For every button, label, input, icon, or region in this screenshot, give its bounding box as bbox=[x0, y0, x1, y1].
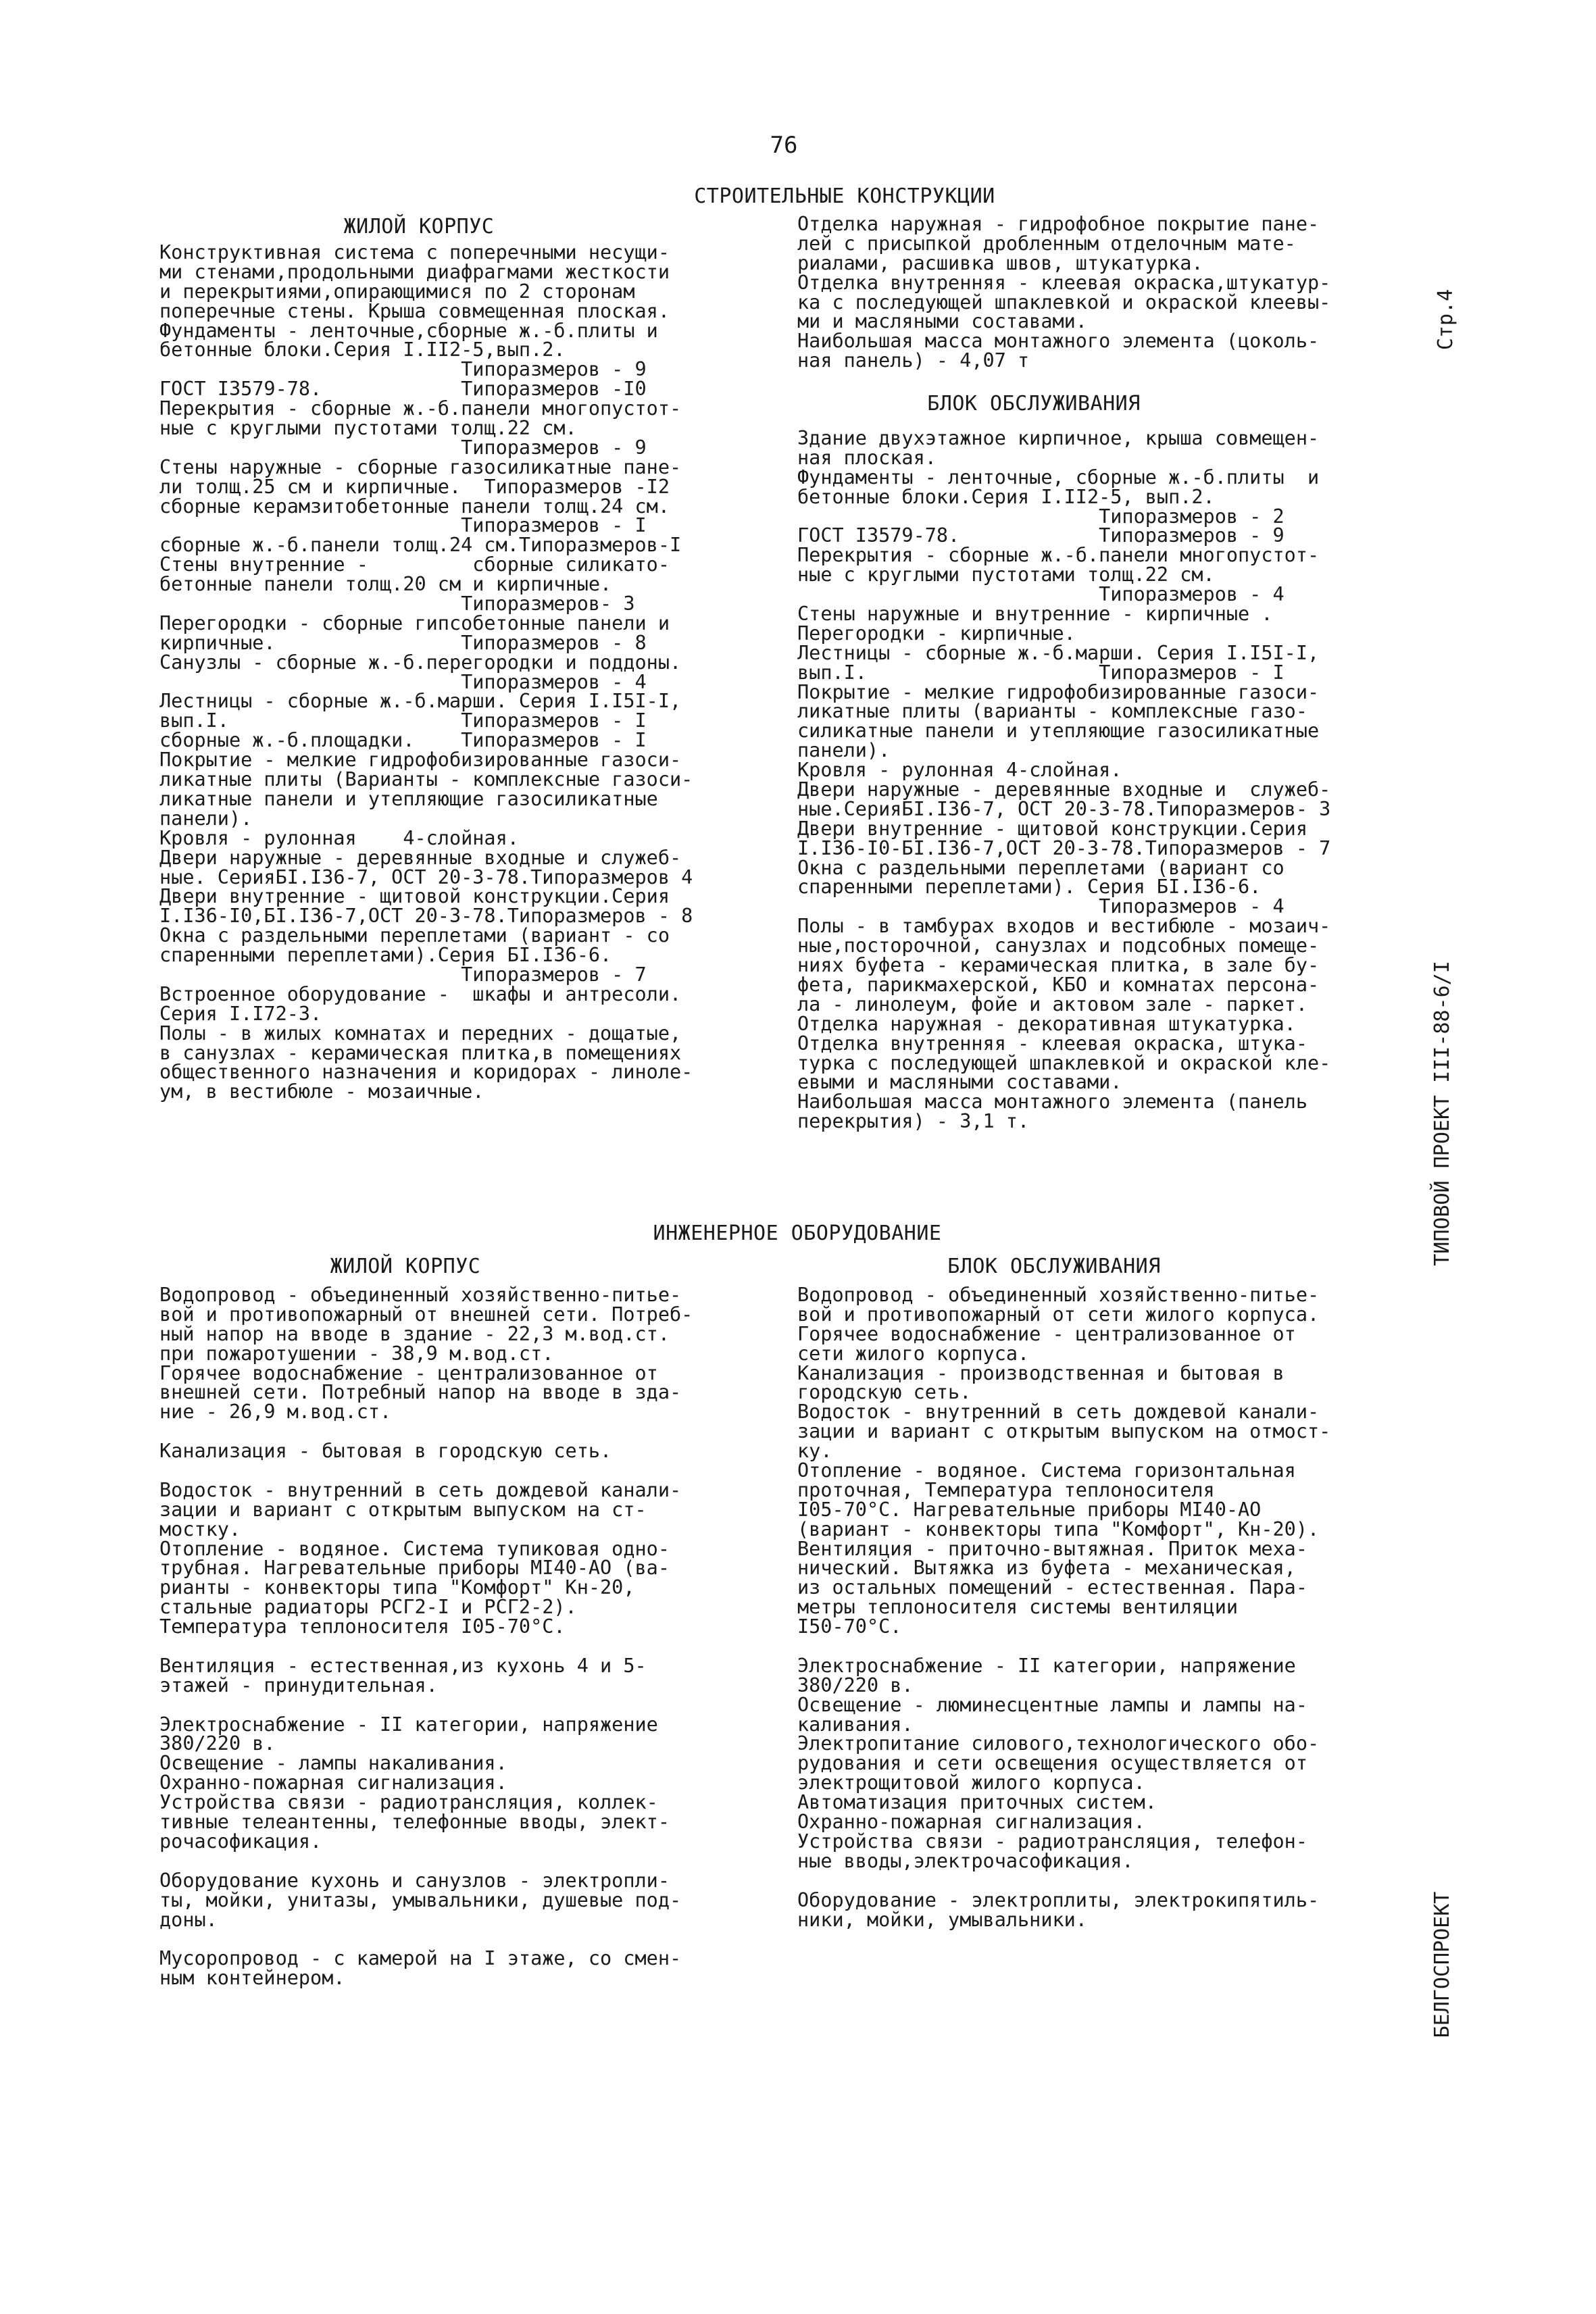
text-line: ная плоская. bbox=[797, 446, 937, 469]
text-line: Покрытие - мелкие гидрофобизированные газоси- bbox=[159, 749, 682, 772]
text-line: Конструктивная система с поперечными несущи- bbox=[159, 241, 670, 263]
text-line: Устройства связи - радиотрансляция, коллек- bbox=[159, 1791, 658, 1814]
text-line: Типоразмеров - 4 bbox=[797, 583, 1285, 606]
text-line: Автоматизация приточных систем. bbox=[797, 1791, 1157, 1814]
text-line: ка с последующей шпаклевкой и окраской клеевы- bbox=[797, 291, 1331, 313]
section-heading-structural: СТРОИТЕЛЬНЫЕ КОНСТРУКЦИИ bbox=[694, 184, 995, 208]
text-line: ликатные панели и утепляющие газосиликатные bbox=[159, 787, 658, 810]
text-line: Встроенное оборудование - шкафы и антресоли. bbox=[159, 982, 682, 1005]
text-line: ная панель) - 4,07 т bbox=[797, 349, 1030, 372]
text-line: ный напор на вводе в здание - 22,3 м.вод.ст. bbox=[159, 1322, 670, 1345]
text-line: ники, мойки, умывальники. bbox=[797, 1908, 1087, 1931]
text-line: силикатные панели и утепляющие газосиликатные bbox=[797, 720, 1320, 743]
text-line: ние - 26,9 м.вод.ст. bbox=[159, 1401, 392, 1424]
text-line: сборные керамзитобетонные панели толщ.24 см. bbox=[159, 495, 670, 518]
text-line: ГОСТ I3579-78. Типоразмеров -I0 bbox=[159, 378, 647, 401]
text-line: рочасофикация. bbox=[159, 1830, 322, 1853]
text-line: Устройства связи - радиотрансляция, телефон- bbox=[797, 1830, 1307, 1853]
text-line: Фундаменты - ленточные, сборные ж.-б.плиты и bbox=[797, 466, 1320, 488]
text-line: Типоразмеров - 9 bbox=[159, 358, 647, 381]
text-line: Оборудование кухонь и санузлов - электропли- bbox=[159, 1869, 670, 1892]
text-line: Наибольшая масса монтажного элемента (цоколь- bbox=[797, 330, 1320, 353]
text-line: ные с круглыми пустотами толщ.22 см. bbox=[159, 417, 577, 440]
text-line: панели). bbox=[159, 807, 253, 830]
service-structural-text bbox=[797, 429, 1405, 1132]
text-line: сборные ж.-б.панели толщ.24 см.Типоразмеров-I bbox=[159, 534, 682, 557]
text-line: ниях буфета - керамическая плитка, в зале бу- bbox=[797, 954, 1320, 977]
text-line: Вентиляция - приточно-вытяжная. Приток меха- bbox=[797, 1537, 1307, 1560]
text-line: общественного назначения и коридорах - линоле- bbox=[159, 1061, 693, 1084]
text-line: трубная. Нагревательные приборы МI40-АО (ва- bbox=[159, 1557, 670, 1580]
text-line: ликатные плиты (варианты - комплексные газо- bbox=[797, 700, 1307, 723]
text-line: Электроснабжение - II категории, напряжение bbox=[159, 1713, 658, 1736]
text-line bbox=[159, 1696, 754, 1715]
text-line: фета, парикмахерской, КБО и комнатах персона- bbox=[797, 973, 1320, 996]
text-line: ку. bbox=[797, 1440, 832, 1463]
residential-engineering-text bbox=[159, 1286, 754, 1988]
text-line: Двери внутренние - щитовой конструкции.Серия bbox=[159, 885, 670, 908]
residential-structural-text bbox=[159, 243, 754, 1102]
text-line: бетонные панели толщ.20 см и кирпичные. bbox=[159, 573, 612, 596]
text-line: Температура теплоносителя I05-70°С. bbox=[159, 1615, 566, 1638]
text-line: кирпичные. Типоразмеров - 8 bbox=[159, 631, 647, 654]
text-line: евыми и масляными составами. bbox=[797, 1071, 1122, 1094]
text-line: Типоразмеров - 4 bbox=[797, 895, 1285, 918]
text-line: I05-70°С. Нагревательные приборы МI40-АО bbox=[797, 1498, 1262, 1521]
text-line: рианты - конвекторы типа "Комфорт" Кн-20, bbox=[159, 1576, 635, 1599]
text-line bbox=[159, 1852, 754, 1871]
text-line: ные.СерияБI.I36-7, ОСТ 20-3-78.Типоразмеров- 3 bbox=[797, 797, 1331, 820]
text-line: этажей - принудительная. bbox=[159, 1674, 438, 1696]
text-line: Водосток - внутренний в сеть дождевой канали- bbox=[159, 1478, 682, 1501]
text-line: ми и масляными составами. bbox=[797, 310, 1087, 333]
text-line bbox=[159, 1461, 754, 1481]
text-line: бетонные блоки.Серия I.II2-5, вып.2. bbox=[797, 485, 1215, 508]
text-line: Лестницы - сборные ж.-б.марши. Серия I.I5I-I, bbox=[159, 690, 682, 713]
text-line: Вентиляция - естественная,из кухонь 4 и 5- bbox=[159, 1654, 647, 1677]
heading-residential-engineering: ЖИЛОЙ КОРПУС bbox=[330, 1255, 481, 1278]
text-line: Перегородки - сборные гипсобетонные панели и bbox=[159, 611, 670, 634]
text-line: Полы - в жилых комнатах и передних - дощатые, bbox=[159, 1022, 682, 1045]
text-line: Освещение - люминесцентные лампы и лампы на- bbox=[797, 1693, 1307, 1716]
text-line: внешней сети. Потребный напор на вводе в зда- bbox=[159, 1381, 682, 1404]
text-line: ми стенами,продольными диафрагмами жесткости bbox=[159, 260, 670, 283]
text-line: вып.I. Типоразмеров - I bbox=[159, 709, 647, 732]
text-line: городскую сеть. bbox=[797, 1381, 972, 1404]
text-line: нический. Вытяжка из буфета - механическая, bbox=[797, 1557, 1296, 1580]
text-line: Окна с раздельными переплетами (вариант со bbox=[797, 856, 1285, 879]
text-line: стальные радиаторы РСГ2-I и РСГ2-2). bbox=[159, 1596, 577, 1619]
text-line: Мусоропровод - с камерой на I этаже, со смен- bbox=[159, 1947, 682, 1970]
text-line: Оборудование - электроплиты, электрокипятиль- bbox=[797, 1888, 1320, 1911]
text-line: мостку. bbox=[159, 1517, 241, 1540]
text-line: в санузлах - керамическая плитка,в помещениях bbox=[159, 1041, 682, 1064]
text-line: зации и вариант с открытым выпуском на ст- bbox=[159, 1498, 647, 1521]
text-line: Охранно-пожарная сигнализация. bbox=[159, 1771, 507, 1794]
text-line: 380/220 в. bbox=[159, 1732, 276, 1755]
text-line: Перекрытия - сборные ж.-б.панели многопустот- bbox=[159, 397, 682, 420]
organization-label: БЕЛГОСПРОЕКТ bbox=[1430, 1891, 1454, 2038]
text-line bbox=[797, 1871, 1405, 1891]
text-line: Отделка наружная - гидрофобное покрытие пане- bbox=[797, 213, 1320, 235]
text-line: Стены внутренние - сборные силикато- bbox=[159, 553, 670, 576]
text-line: спаренными переплетами).Серия БI.I36-6. bbox=[159, 944, 612, 967]
text-line: Типоразмеров - 7 bbox=[159, 963, 647, 986]
text-line: Перекрытия - сборные ж.-б.панели многопустот- bbox=[797, 544, 1320, 567]
service-engineering-text bbox=[797, 1286, 1405, 1930]
text-line: Охранно-пожарная сигнализация. bbox=[797, 1811, 1145, 1834]
text-line: Покрытие - мелкие гидрофобизированные газоси- bbox=[797, 680, 1320, 703]
text-line: Горячее водоснабжение - централизованное от bbox=[159, 1361, 658, 1384]
text-line: Здание двухэтажное кирпичное, крыша совмещен- bbox=[797, 427, 1320, 449]
text-line: ты, мойки, унитазы, умывальники, душевые под- bbox=[159, 1888, 682, 1911]
text-line: Отопление - водяное. Система горизонтальная bbox=[797, 1459, 1296, 1482]
text-line: проточная, Температура теплоносителя bbox=[797, 1478, 1215, 1501]
text-line bbox=[797, 1637, 1405, 1657]
text-line: Типоразмеров - 4 bbox=[159, 670, 647, 693]
text-line: I.I36-I0,БI.I36-7,ОСТ 20-3-78.Типоразмеров - 8 bbox=[159, 905, 693, 928]
text-line: Освещение - лампы накаливания. bbox=[159, 1752, 507, 1775]
text-line: Лестницы - сборные ж.-б.марши. Серия I.I5I-I, bbox=[797, 641, 1320, 664]
text-line: Окна с раздельными переплетами (вариант - со bbox=[159, 924, 670, 947]
text-line: тивные телеантенны, телефонные вводы, элект- bbox=[159, 1811, 670, 1834]
text-line: Кровля - рулонная 4-слойная. bbox=[797, 759, 1122, 782]
text-line: Двери наружные - деревянные входные и служеб- bbox=[159, 846, 682, 869]
text-line: зации и вариант с открытым выпуском на отмост- bbox=[797, 1420, 1331, 1443]
text-line: Типоразмеров - I bbox=[159, 514, 647, 537]
text-line: ные вводы,электрочасофикация. bbox=[797, 1849, 1134, 1872]
text-line bbox=[159, 1637, 754, 1657]
text-line: Кровля - рулонная 4-слойная. bbox=[159, 826, 519, 849]
text-line: Водопровод - объединенный хозяйственно-питье- bbox=[159, 1284, 682, 1306]
text-line: сети жилого корпуса. bbox=[797, 1342, 1030, 1365]
text-line: ГОСТ I3579-78. Типоразмеров - 9 bbox=[797, 524, 1285, 547]
text-line: ные,посторочной, санузлах и подсобных помеще- bbox=[797, 934, 1320, 957]
text-line bbox=[159, 1930, 754, 1949]
heading-residential-structural: ЖИЛОЙ КОРПУС bbox=[343, 215, 495, 238]
text-line: Отделка внутренняя - клеевая окраска, штука- bbox=[797, 1032, 1307, 1055]
sheet-number-label: Стр.4 bbox=[1434, 288, 1457, 351]
section-heading-engineering: ИНЖЕНЕРНОЕ ОБОРУДОВАНИЕ bbox=[653, 1222, 942, 1245]
text-line: ные с круглыми пустотами толщ.22 см. bbox=[797, 563, 1215, 586]
text-line: Серия I.I72-3. bbox=[159, 1002, 322, 1025]
text-line: вой и противопожарный от сети жилого корпуса. bbox=[797, 1303, 1320, 1326]
text-line: Типоразмеров - 9 bbox=[159, 436, 647, 459]
text-line: ум, в вестибюле - мозаичные. bbox=[159, 1080, 484, 1103]
service-structural-finishing-text bbox=[797, 215, 1405, 371]
text-line: Типоразмеров- 3 bbox=[159, 593, 635, 615]
text-line: спаренными переплетами). Серия БI.I36-6. bbox=[797, 876, 1262, 899]
text-line: ла - линолеум, фойе и актовом зале - паркет. bbox=[797, 992, 1307, 1015]
text-line: турка с последующей шпаклевкой и окраской кле- bbox=[797, 1051, 1331, 1074]
text-line: вой и противопожарный от внешней сети. Потреб- bbox=[159, 1303, 693, 1326]
text-line bbox=[159, 1422, 754, 1442]
text-line: Канализация - бытовая в городскую сеть. bbox=[159, 1440, 612, 1463]
text-line: рудования и сети освещения осуществляется от bbox=[797, 1752, 1307, 1775]
text-line: Полы - в тамбурах входов и вестибюле - мозаич- bbox=[797, 915, 1331, 938]
text-line: Стены наружные и внутренние - кирпичные . bbox=[797, 603, 1273, 626]
text-line: Отопление - водяное. Система тупиковая одно- bbox=[159, 1537, 670, 1560]
text-line: ным контейнером. bbox=[159, 1967, 345, 1990]
text-line: Перегородки - кирпичные. bbox=[797, 622, 1076, 645]
text-line: при пожаротушении - 38,9 м.вод.ст. bbox=[159, 1342, 554, 1365]
text-line: бетонные блоки.Серия I.II2-5,вып.2. bbox=[159, 338, 566, 361]
text-line: метры теплоносителя системы вентиляции bbox=[797, 1596, 1239, 1619]
text-line: из остальных помещений - естественная. Пара- bbox=[797, 1576, 1307, 1599]
text-line: (вариант - конвекторы типа "Комфорт", Кн-20). bbox=[797, 1517, 1320, 1540]
text-line: доны. bbox=[159, 1908, 218, 1931]
text-line: Электроснабжение - II категории, напряжение bbox=[797, 1654, 1296, 1677]
text-line: Санузлы - сборные ж.-б.перегородки и поддоны. bbox=[159, 651, 682, 674]
text-line: Отделка внутренняя - клеевая окраска,штукатур- bbox=[797, 271, 1331, 294]
heading-service-engineering: БЛОК ОБСЛУЖИВАНИЯ bbox=[947, 1255, 1161, 1278]
text-line: Отделка наружная - декоративная штукатурка. bbox=[797, 1012, 1296, 1035]
text-line: Двери внутренние - щитовой конструкции.Серия bbox=[797, 817, 1307, 840]
text-line: I.I36-I0-БI.I36-7,ОСТ 20-3-78.Типоразмеров - 7 bbox=[797, 836, 1331, 859]
text-line: Двери наружные - деревянные входные и служеб- bbox=[797, 778, 1331, 801]
text-line: ли толщ.25 см и кирпичные. Типоразмеров -I2 bbox=[159, 475, 670, 498]
text-line: Наибольшая масса монтажного элемента (панель bbox=[797, 1090, 1307, 1113]
text-line: Фундаменты - ленточные,сборные ж.-б.плиты и bbox=[159, 319, 658, 342]
text-line: Горячее водоснабжение - централизованное от bbox=[797, 1322, 1296, 1345]
text-line: ликатные плиты (Варианты - комплексные газоси- bbox=[159, 768, 693, 791]
text-line: Стены наружные - сборные газосиликатные пане- bbox=[159, 455, 682, 478]
text-line: Канализация - производственная и бытовая в bbox=[797, 1361, 1285, 1384]
text-line: 380/220 в. bbox=[797, 1674, 914, 1696]
text-line: перекрытия) - 3,1 т. bbox=[797, 1110, 1030, 1133]
text-line: панели). bbox=[797, 739, 891, 762]
text-line: Типоразмеров - 2 bbox=[797, 505, 1285, 528]
text-line: лей с присыпкой дробленным отделочным мате- bbox=[797, 232, 1296, 255]
text-line: Водопровод - объединенный хозяйственно-питье- bbox=[797, 1284, 1320, 1306]
heading-service-structural: БЛОК ОБСЛУЖИВАНИЯ bbox=[927, 392, 1141, 416]
text-line: электрощитовой жилого корпуса. bbox=[797, 1771, 1145, 1794]
text-line: каливания. bbox=[797, 1713, 914, 1736]
text-line: вып.I. Типоразмеров - I bbox=[797, 661, 1285, 684]
text-line: поперечные стены. Крыша совмещенная плоская. bbox=[159, 299, 670, 322]
project-code-label: ТИПОВОЙ ПРОЕКТ III-88-6/I bbox=[1430, 961, 1454, 1266]
text-line: Электропитание силового,технологического обо- bbox=[797, 1732, 1320, 1755]
text-line: и перекрытиями,опирающимися по 2 сторонам bbox=[159, 280, 635, 303]
text-line: I50-70°С. bbox=[797, 1615, 902, 1638]
text-line: риалами, расшивка швов, штукатурка. bbox=[797, 251, 1203, 274]
text-line: Водосток - внутренний в сеть дождевой канали- bbox=[797, 1401, 1320, 1424]
page-number: 76 bbox=[770, 132, 798, 159]
text-line: сборные ж.-б.площадки. Типоразмеров - I bbox=[159, 729, 647, 752]
text-line: ные. СерияБI.I36-7, ОСТ 20-3-78.Типоразмеров 4 bbox=[159, 865, 693, 888]
